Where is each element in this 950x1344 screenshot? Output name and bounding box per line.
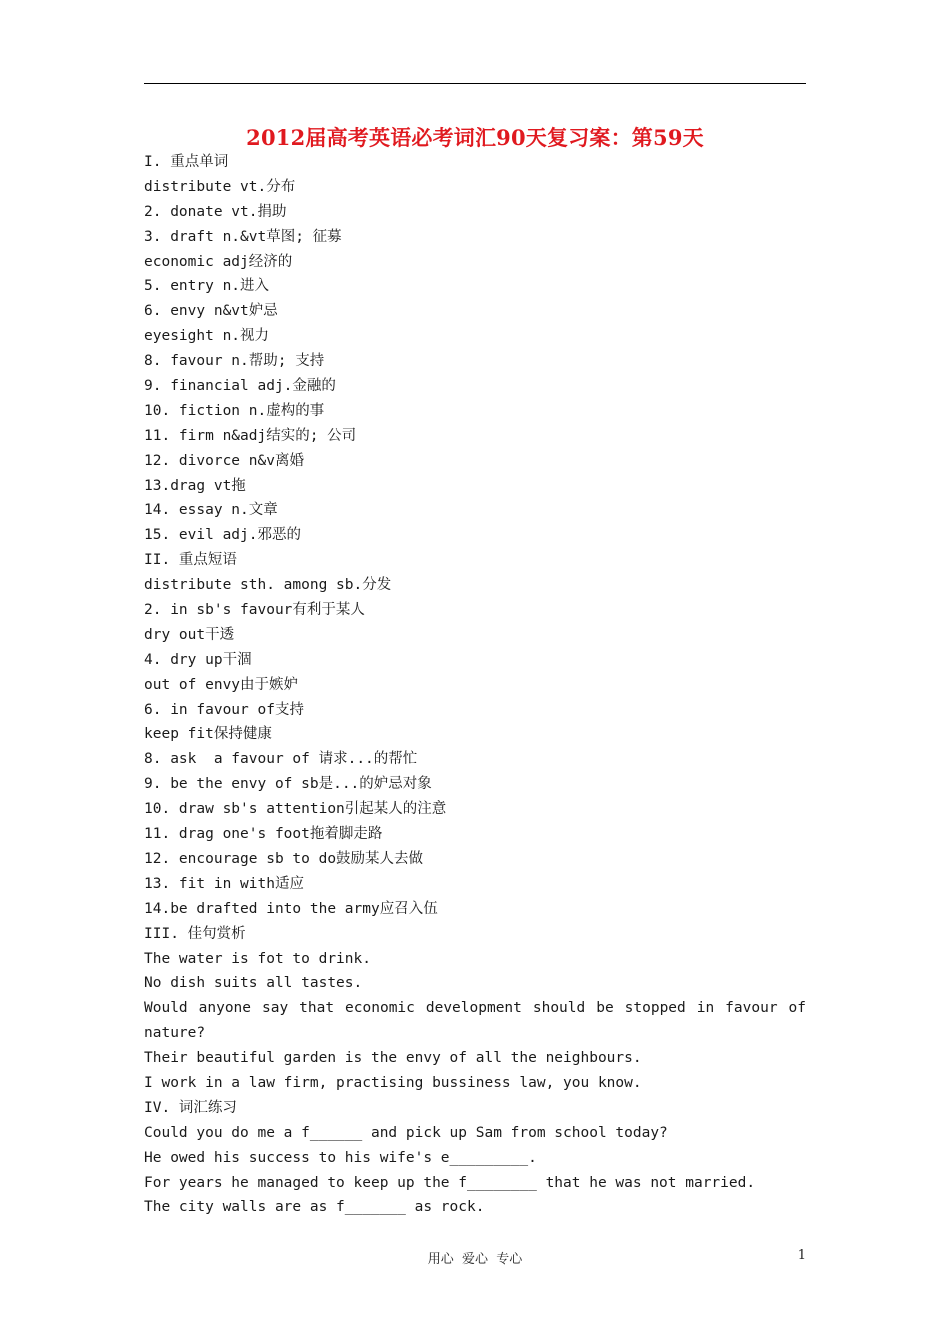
vocab-item: 3. draft n.&vt草图; 征募 — [144, 228, 342, 245]
example-sentence: I work in a law firm, practising bussiness law, you know. — [144, 1074, 642, 1091]
example-sentence: No dish suits all tastes. — [144, 975, 363, 992]
vocab-item: 15. evil adj.邪恶的 — [144, 527, 301, 544]
phrase-item: keep fit保持健康 — [144, 726, 272, 743]
exercise-item: Could you do me a f______ and pick up Sam from school today? — [144, 1124, 668, 1141]
page-number: 1 — [797, 1248, 806, 1263]
phrase-item: 8. ask a favour of 请求...的帮忙 — [144, 751, 418, 768]
vocab-item: 14. essay n.文章 — [144, 502, 278, 519]
example-sentence-continued: nature? — [144, 1025, 206, 1042]
example-sentence: Would anyone say that economic development should be stopped in favour of — [144, 1000, 806, 1017]
phrase-item: 10. draw sb's attention引起某人的注意 — [144, 801, 447, 818]
phrase-item: 2. in sb's favour有利于某人 — [144, 602, 365, 619]
phrase-item: dry out干透 — [144, 626, 235, 643]
vocab-item: 12. divorce n&v离婚 — [144, 452, 304, 469]
phrase-item: 13. fit in with适应 — [144, 875, 304, 892]
exercise-item: He owed his success to his wife's e_________. — [144, 1149, 537, 1166]
footer-motto: 用心 爱心 专心 — [427, 1252, 523, 1267]
vocab-item: 2. donate vt.捐助 — [144, 203, 287, 220]
phrase-item: distribute sth. among sb.分发 — [144, 577, 392, 594]
header-rule — [144, 83, 806, 84]
vocab-item: 9. financial adj.金融的 — [144, 378, 336, 395]
section-heading-sentences: III. 佳句赏析 — [144, 925, 246, 942]
phrase-item: 6. in favour of支持 — [144, 701, 304, 718]
vocab-item: 13.drag vt拖 — [144, 477, 246, 494]
section-heading-key-words: I. 重点单词 — [144, 154, 229, 170]
vocab-item: 11. firm n&adj结实的; 公司 — [144, 427, 357, 444]
phrase-item: 12. encourage sb to do鼓励某人去做 — [144, 850, 424, 867]
vocab-item: 10. fiction n.虚构的事 — [144, 402, 325, 419]
vocab-item: 6. envy n&vt妒忌 — [144, 303, 278, 320]
vocab-item: distribute vt.分布 — [144, 178, 296, 195]
exercise-item: For years he managed to keep up the f________ that he was not married. — [144, 1174, 756, 1191]
vocab-item: eyesight n.视力 — [144, 328, 270, 345]
example-sentence: The water is fot to drink. — [144, 950, 371, 967]
phrase-item: 4. dry up干涸 — [144, 651, 252, 668]
phrase-item: out of envy由于嫉妒 — [144, 676, 299, 693]
vocab-item: 5. entry n.进入 — [144, 278, 270, 295]
phrase-item: 9. be the envy of sb是...的妒忌对象 — [144, 776, 432, 793]
example-sentence: Their beautiful garden is the envy of all the neighbours. — [144, 1050, 642, 1067]
document-body — [144, 150, 806, 1220]
vocab-item: 8. favour n.帮助; 支持 — [144, 353, 325, 370]
exercise-item: The city walls are as f_______ as rock. — [144, 1199, 485, 1216]
section-heading-key-phrases: II. 重点短语 — [144, 552, 237, 569]
section-heading-exercises: IV. 词汇练习 — [144, 1099, 237, 1116]
document-title: 2012届高考英语必考词汇90天复习案：第59天 — [246, 125, 704, 150]
phrase-item: 14.be drafted into the army应召入伍 — [144, 900, 438, 917]
vocab-item: economic adj经济的 — [144, 253, 293, 270]
phrase-item: 11. drag one's foot拖着脚走路 — [144, 826, 383, 843]
